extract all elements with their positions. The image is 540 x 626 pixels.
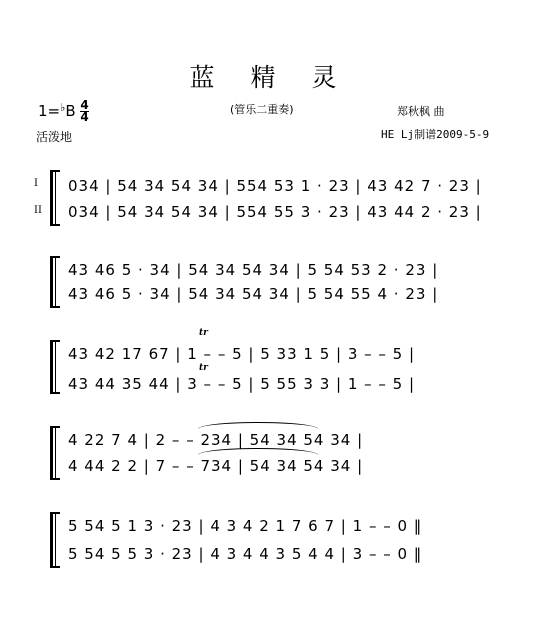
system-brace	[50, 256, 53, 308]
score-system	[44, 512, 504, 568]
system-brace	[50, 426, 53, 480]
system-brace-line	[55, 512, 56, 568]
key-note: B	[65, 102, 76, 120]
notes-text: 4 44 2 2 | 7 – – 734 | 54 34 54 34 |	[68, 457, 364, 475]
staff-row	[68, 258, 496, 280]
staff-row	[68, 428, 496, 450]
voice-label-first: I	[34, 178, 38, 189]
staff-row	[68, 342, 496, 364]
notes-text: 4 22 7 4 | 2 – – 234 | 54 34 54 34 |	[68, 431, 364, 449]
score-system	[44, 328, 504, 394]
staff-row	[68, 372, 496, 394]
notator-credit: HE Lj制谱2009-5-9	[381, 128, 490, 141]
notes-text: 034 | 54 34 54 34 | 554 53 1 · 23 | 43 42 7 · 23 |	[68, 177, 482, 195]
voice-label-second: II	[34, 205, 42, 216]
key-prefix: 1=	[38, 102, 61, 120]
time-signature	[80, 100, 88, 123]
flat-sign: ♭	[60, 101, 66, 114]
staff-row	[68, 454, 496, 476]
system-brace-line	[55, 256, 56, 308]
trill-mark: tr	[199, 328, 208, 338]
system-brace-line	[55, 170, 56, 226]
score-system	[44, 426, 504, 480]
system-brace-line	[55, 340, 56, 394]
staff-row	[68, 174, 496, 196]
tempo-marking: 活泼地	[36, 130, 73, 144]
trill-mark: tr	[199, 363, 208, 373]
notes-text: 43 44 35 44 | 3 – – 5 | 5 55 3 3 | 1 – – 5 |	[68, 375, 416, 393]
score-system	[44, 256, 504, 308]
system-brace-line	[55, 426, 56, 480]
staff-row	[68, 514, 496, 536]
notes-text: 43 42 17 67 | 1 – – 5 | 5 33 1 5 | 3 – – 5 |	[68, 345, 416, 363]
notes-text: 43 46 5 · 34 | 54 34 54 34 | 5 54 53 2 · 23 |	[68, 261, 439, 279]
staff-row	[68, 200, 496, 222]
notes-text: 5 54 5 5 3 · 23 | 4 3 4 4 3 5 4 4 | 3 – – 0 ‖	[68, 545, 423, 563]
subtitle: (管乐二重奏)	[230, 103, 294, 116]
composer-credit: 郑秋枫 曲	[397, 105, 445, 118]
notes-text: 034 | 54 34 54 34 | 554 55 3 · 23 | 43 44 2 · 23 |	[68, 203, 482, 221]
key-signature	[38, 100, 89, 123]
time-bottom: 4	[80, 110, 89, 124]
notes-text: 5 54 5 1 3 · 23 | 4 3 4 2 1 7 6 7 | 1 – – 0 ‖	[68, 517, 423, 535]
system-brace	[50, 340, 53, 394]
staff-row	[68, 282, 496, 304]
system-brace	[50, 170, 53, 226]
system-brace	[50, 512, 53, 568]
time-top: 4	[80, 98, 89, 112]
song-title: 蓝 精 灵	[189, 63, 351, 92]
staff-row	[68, 542, 496, 564]
score-system	[44, 170, 504, 226]
notes-text: 43 46 5 · 34 | 54 34 54 34 | 5 54 55 4 · 23 |	[68, 285, 439, 303]
